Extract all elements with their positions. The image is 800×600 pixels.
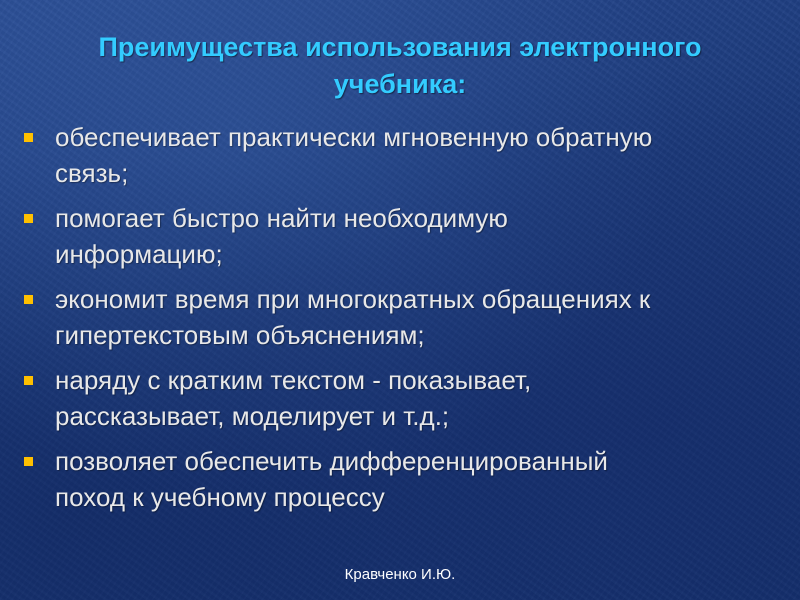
bullet-line-1: обеспечивает практически мгновенную обратную [55, 122, 653, 152]
list-item [22, 281, 782, 353]
bullet-line-2: рассказывает, моделирует и т.д.; [55, 401, 450, 431]
list-item [22, 443, 782, 515]
square-bullet-icon [24, 457, 33, 466]
square-bullet-icon [24, 133, 33, 142]
bullet-line-2: связь; [55, 158, 129, 188]
bullet-line-1: наряду с кратким текстом - показывает, [55, 365, 532, 395]
square-bullet-icon [24, 376, 33, 385]
title-line-2: учебника: [333, 69, 467, 99]
bullet-line-2: поход к учебному процессу [55, 482, 385, 512]
bullet-line-1: помогает быстро найти необходимую [55, 203, 508, 233]
square-bullet-icon [24, 214, 33, 223]
bullet-list [22, 119, 782, 524]
slide-title [20, 29, 780, 103]
bullet-line-1: позволяет обеспечить дифференцированный [55, 446, 608, 476]
list-item [22, 119, 782, 191]
footer-author: Кравченко И.Ю. [344, 566, 456, 583]
bullet-line-2: информацию; [55, 239, 223, 269]
bullet-line-1: экономит время при многократных обращениях к [55, 284, 651, 314]
list-item [22, 362, 782, 434]
square-bullet-icon [24, 295, 33, 304]
list-item [22, 200, 782, 272]
title-line-1: Преимущества использования электронного [98, 32, 702, 62]
bullet-line-2: гипертекстовым объяснениям; [55, 320, 425, 350]
